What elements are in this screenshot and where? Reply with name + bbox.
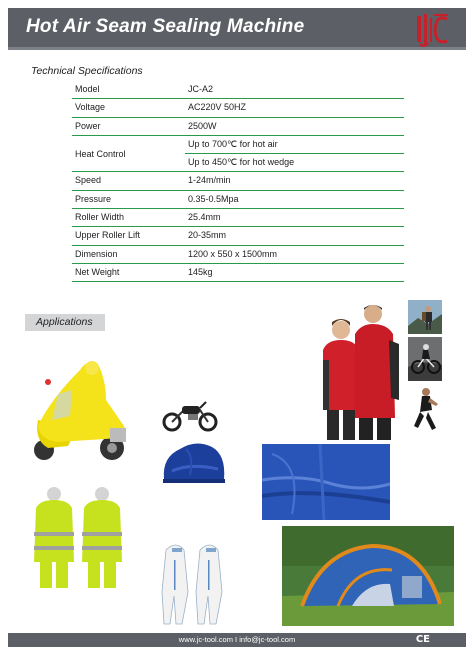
spec-value: 25.4mm xyxy=(188,212,221,223)
blue-tarpaulin-image xyxy=(262,444,390,520)
footer-contact: www.jc-tool.com I info@jc-tool.com xyxy=(178,635,296,644)
spec-label: Speed xyxy=(75,175,102,186)
ce-mark-icon: CE xyxy=(415,634,430,645)
applications-heading xyxy=(25,314,105,331)
spec-row-net-weight xyxy=(72,264,404,282)
spec-value: 1-24m/min xyxy=(188,175,231,186)
spec-label: Model xyxy=(75,84,100,94)
spec-label: Upper Roller Lift xyxy=(75,230,141,241)
spec-label: Roller Width xyxy=(75,212,125,223)
spec-value: AC220V 50HZ xyxy=(188,102,247,113)
spec-row-roller-width xyxy=(72,209,404,227)
blue-vehicle-cover-image xyxy=(160,435,228,487)
hiker-image xyxy=(408,300,442,334)
spec-value: 2500W xyxy=(188,120,217,131)
jc-logo-icon xyxy=(414,12,450,48)
red-jackets-couple-image xyxy=(315,300,407,440)
spec-value: 20-35mm xyxy=(188,230,227,241)
spec-label: Pressure xyxy=(75,193,112,204)
mountain-biker-image xyxy=(408,337,442,381)
motorcycle-image xyxy=(160,394,220,432)
spec-row-speed xyxy=(72,172,404,190)
spec-row-voltage xyxy=(72,99,404,117)
spec-value: Up to 700℃ for hot air xyxy=(188,138,278,149)
protective-suits-image xyxy=(160,536,228,628)
safety-raincoats-image xyxy=(30,484,126,592)
spec-label: Dimension xyxy=(75,248,118,259)
spec-row-upper-roller-lift xyxy=(72,227,404,245)
runner-image xyxy=(408,384,442,440)
spec-subrow xyxy=(185,136,404,154)
spec-label: Power xyxy=(75,120,101,131)
page-footer xyxy=(8,633,466,647)
spec-row-heat-control xyxy=(72,136,404,173)
spec-subrow xyxy=(185,154,404,172)
spec-value: Up to 450℃ for hot wedge xyxy=(188,157,295,168)
spec-row-pressure xyxy=(72,191,404,209)
spec-label: Net Weight xyxy=(75,266,120,277)
spec-row-dimension xyxy=(72,246,404,264)
spec-value: JC-A2 xyxy=(188,84,214,94)
yellow-raincoat-scooter-image xyxy=(28,350,136,462)
spec-value: 1200 x 550 x 1500mm xyxy=(188,248,278,259)
page-title: Hot Air Seam Sealing Machine xyxy=(26,16,305,37)
technical-specifications-heading: Technical Specifications xyxy=(31,65,143,77)
spec-label: Heat Control xyxy=(75,148,126,159)
spec-table xyxy=(72,81,404,282)
spec-value: 145kg xyxy=(188,266,213,277)
page-header xyxy=(8,8,466,50)
tent-image xyxy=(282,526,454,626)
spec-value: 0.35-0.5Mpa xyxy=(188,193,239,204)
spec-row-model xyxy=(72,81,404,99)
spec-label: Voltage xyxy=(75,102,106,113)
applications-label: Applications xyxy=(36,316,93,328)
spec-row-power xyxy=(72,118,404,136)
